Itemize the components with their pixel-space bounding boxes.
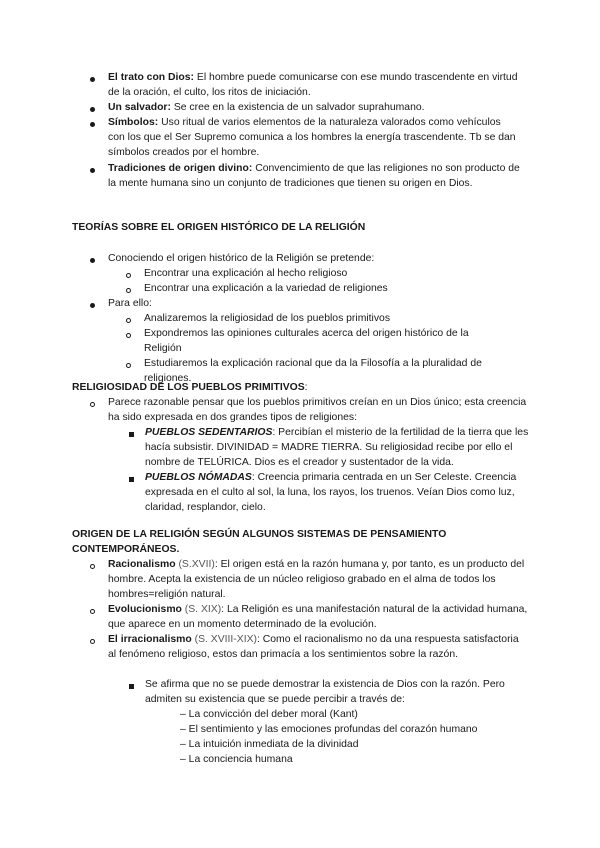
item-text: : El origen está en la razón humana y, por tanto, es un producto del hombre. Acepta la existencia de un núcleo religioso grabado en el alma de todos los hombres=religión natural. [108, 559, 525, 601]
bullet-square [129, 477, 134, 482]
bullet-circle [90, 609, 95, 614]
bullet-square [129, 432, 134, 437]
bullet-circle [90, 564, 95, 569]
date: (S.XVII) [175, 559, 215, 570]
section-title-text: RELIGIOSIDAD DE LOS PUEBLOS PRIMITIVOS [72, 382, 305, 393]
list-item: Para ello: [108, 298, 152, 309]
type-text: : Creencia primaria centrada en un Ser Celeste. Creencia expresada en el culto al sol, la luna, los rayos, los truenos. Veían Dios como luz, claridad, resplandor, cielo. [145, 472, 517, 514]
religiosidad-intro: Parece razonable pensar que los pueblos primitivos creían en un Dios único; esta creencia ha sido expresada en dos grandes tipos de religiones: [108, 397, 527, 424]
term: PUEBLOS NÓMADAS [145, 472, 252, 483]
date: (S. XVIII-XIX) [191, 634, 257, 645]
term: Racionalismo [108, 559, 176, 570]
bullet-text: Convencimiento de que las religiones no son producto de la mente humana sino un conjunto de tradiciones que tienen su origen en Dios. [108, 163, 520, 190]
bullet-circle [126, 318, 131, 323]
type-nomadas [145, 470, 530, 516]
bullet-dot [90, 168, 95, 173]
list-item: Encontrar una explicación al hecho religioso [144, 268, 348, 279]
bullet-simbolos [108, 115, 520, 161]
list-item: Conociendo el origen histórico de la Religión se pretende: [108, 253, 375, 264]
item-racionalismo [108, 557, 528, 603]
term: Un salvador: [108, 102, 171, 113]
bullet-text: Uso ritual de varios elementos de la naturaleza valorados como vehículos con los que el Ser Supremo comunica a los hombres la energía trascendente. Tb se dan símbolos creados por el hombre. [108, 117, 516, 159]
bullet-dot [90, 122, 95, 127]
list-item: Analizaremos la religiosidad de los pueblos primitivos [144, 313, 391, 324]
bullet-circle [90, 402, 95, 407]
section-title-religiosidad [72, 380, 308, 395]
bullet-dot [90, 258, 95, 263]
term: Símbolos: [108, 117, 159, 128]
item-text: : La Religión es una manifestación natural de la actividad humana, que aparece en un momento determinado de la evolución. [108, 604, 528, 631]
item-evolucionismo [108, 602, 528, 632]
bullet-circle [126, 363, 131, 368]
bullet-text: El hombre puede comunicarse con ese mundo trascendente en virtud de la oración, el culto, los ritos de iniciación. [108, 72, 518, 99]
bullet-square [129, 684, 134, 689]
dash-item: – La convicción del deber moral (Kant) [180, 709, 358, 720]
term: PUEBLOS SEDENTARIOS [145, 427, 273, 438]
bullet-tradiciones [108, 161, 528, 191]
term: Evolucionismo [108, 604, 182, 615]
item-text: : Como el racionalismo no da una respuesta satisfactoria al fenómeno religioso, estos dan primacía a los sentimientos sobre la razón. [108, 634, 519, 661]
list-item: Estudiaremos la explicación racional que da la Filosofía a la pluralidad de religiones. [144, 358, 482, 385]
type-text: : Percibían el misterio de la fertilidad de la tierra que les hacía subsistir. DIVINIDAD = MADRE TIERRA. Su religiosidad recibe por ello el nombre de TELÚRICA. Dios es el creador y sustentador de la vida. [145, 427, 529, 469]
section-title-teorias: TEORÍAS SOBRE EL ORIGEN HISTÓRICO DE LA RELIGIÓN [72, 222, 366, 233]
dash-item: – El sentimiento y las emociones profundas del corazón humano [180, 724, 478, 735]
irracionalismo-sub: Se afirma que no se puede demostrar la existencia de Dios con la razón. Pero admiten su existencia que se puede percibir a través de: [145, 679, 505, 706]
bullet-dot [90, 107, 95, 112]
type-sedentarios [145, 425, 530, 471]
dash-item: – La conciencia humana [180, 754, 293, 765]
bullet-dot [90, 77, 95, 82]
bullet-dot [90, 303, 95, 308]
section-title-origen: ORIGEN DE LA RELIGIÓN SEGÚN ALGUNOS SISTEMAS DE PENSAMIENTO CONTEMPORÁNEOS. [72, 529, 447, 556]
date: (S. XIX) [181, 604, 222, 615]
bullet-circle [126, 273, 131, 278]
dash-item: – La intuición inmediata de la divinidad [180, 739, 359, 750]
bullet-text: Se cree en la existencia de un salvador suprahumano. [170, 102, 425, 113]
item-irracionalismo [108, 632, 528, 662]
bullet-circle [90, 639, 95, 644]
list-item: Expondremos las opiniones culturales acerca del origen histórico de la Religión [144, 328, 469, 355]
bullet-circle [126, 288, 131, 293]
list-item: Encontrar una explicación a la variedad de religiones [144, 283, 388, 294]
bullet-salvador [108, 100, 528, 115]
bullet-trato [108, 70, 528, 100]
bullet-circle [126, 333, 131, 338]
term: Tradiciones de origen divino: [108, 163, 253, 174]
term: El irracionalismo [108, 634, 192, 645]
term: El trato con Dios: [108, 72, 195, 83]
title-colon: : [304, 382, 308, 393]
